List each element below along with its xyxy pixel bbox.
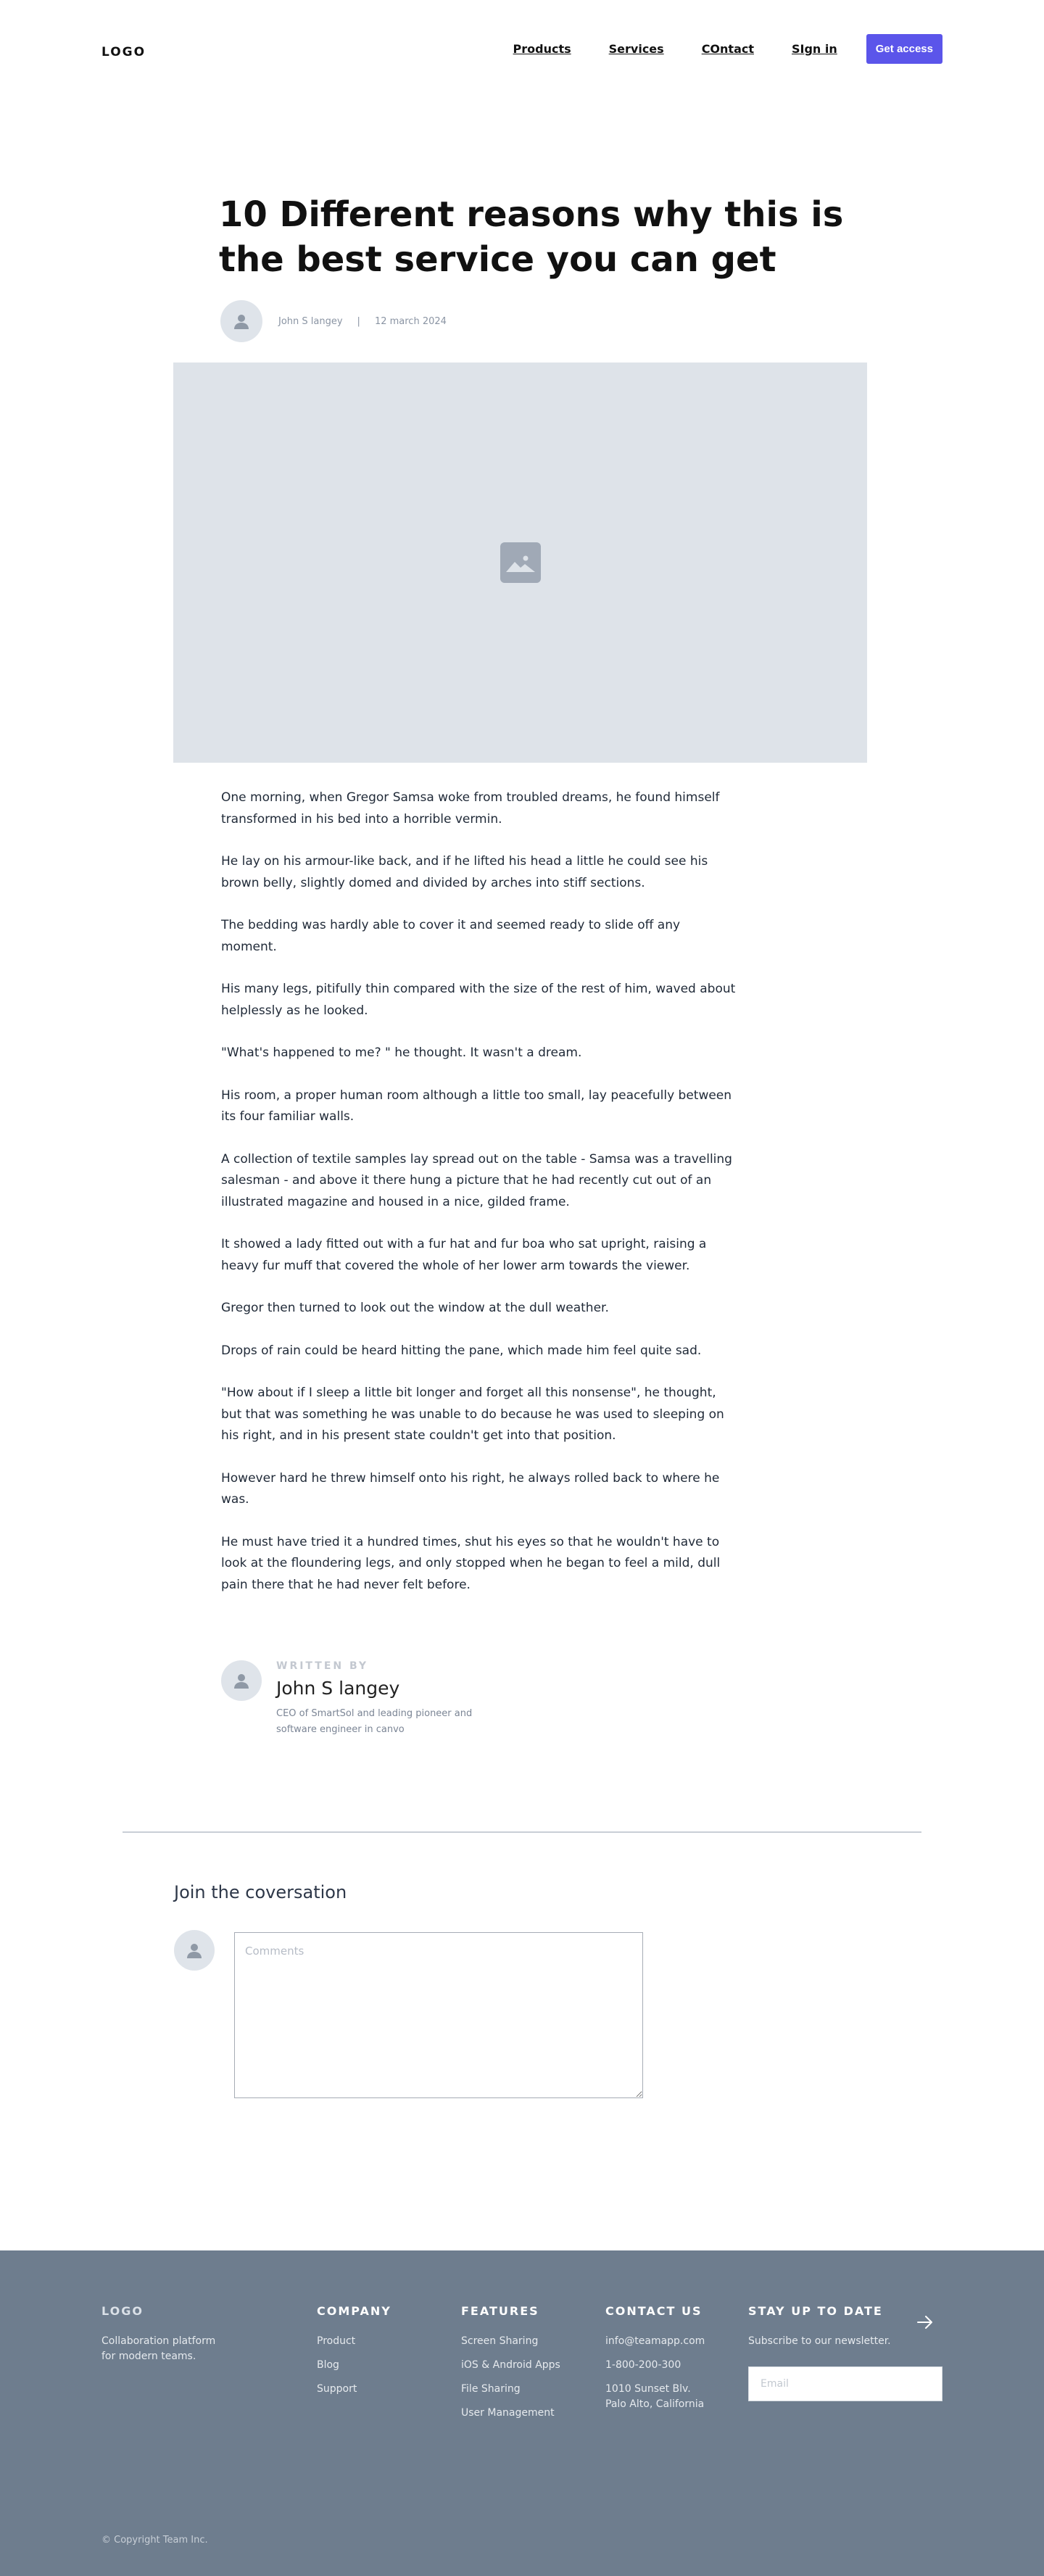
comments-heading: Join the coversation [174,1882,347,1902]
article-date: 12 march 2024 [374,315,447,327]
site-header [0,0,1044,103]
comment-input[interactable] [234,1932,643,2098]
footer-link-file-sharing[interactable]: File Sharing [461,2383,521,2395]
footer-link-apps[interactable]: iOS & Android Apps [461,2359,560,2371]
user-icon [233,312,250,330]
paragraph: A collection of textile samples lay spread out on the table - Samsa was a travelling salesman - and above it there hung a picture that he had recently cut out of an illustrated magazine and housed in a nice, gilded frame. [221,1151,732,1209]
paragraph: "What's happened to me? " he thought. It wasn't a dream. [221,1045,582,1060]
paragraph: "How about if I sleep a little bit longer and forget all this nonsense", he thought, but that was something he was unable to do because he was used to sleeping on his right, and in his present state couldn't get into that position. [221,1386,724,1443]
footer-link-product[interactable]: Product [317,2335,356,2347]
footer-email[interactable]: info@teamapp.com [605,2335,705,2347]
commenter-avatar [174,1930,215,1971]
footer-phone[interactable]: 1-800-200-300 [605,2359,682,2371]
paragraph: He lay on his armour-like back, and if he lifted his head a little he could see his brown belly, slightly domed and divided by arches into stiff sections. [221,854,708,890]
paragraph: His many legs, pitifully thin compared with the size of the rest of him, waved about helplessly as he looked. [221,982,736,1018]
image-placeholder-icon [500,542,541,583]
nav-link-products[interactable]: Products [513,42,571,56]
user-icon [186,1942,203,1959]
author-name: John S langey [276,1678,400,1699]
article-author: John S langey [278,315,343,327]
user-icon [233,1672,250,1689]
author-avatar [220,300,262,342]
paragraph: He must have tried it a hundred times, shut his eyes so that he wouldn't have to look at the floundering legs, and only stopped when he began to feel a mild, dull pain there that he had never felt before. [221,1534,721,1592]
paragraph: Gregor then turned to look out the window at the dull weather. [221,1301,609,1315]
nav-link-services[interactable]: Services [608,42,664,56]
paragraph: One morning, when Gregor Samsa woke from troubled dreams, he found himself transformed in his bed into a horrible vermin. [221,790,720,827]
paragraph: It showed a lady fitted out with a fur hat and fur boa who sat upright, raising a heavy fur muff that covered the whole of her lower arm towards the viewer. [221,1237,707,1273]
section-divider [123,1831,921,1833]
footer-newsletter-heading: STAY UP TO DATE [748,2304,883,2318]
footer-tagline: Collaboration platform for modern teams. [102,2335,216,2362]
newsletter-email-input[interactable] [748,2366,942,2401]
footer-link-user-management[interactable]: User Management [461,2407,555,2419]
meta-separator: | [357,315,360,327]
footer-address: 1010 Sunset Blv. Palo Alto, California [605,2383,705,2410]
footer-newsletter [748,2304,891,2349]
author-bio: CEO of SmartSol and leading pioneer and software engineer in canvo [276,1708,473,1735]
footer-link-screen-sharing[interactable]: Screen Sharing [461,2335,539,2347]
author-box [221,1660,479,1738]
footer-newsletter-text: Subscribe to our newsletter. [748,2335,891,2347]
logo[interactable]: LOGO [102,45,146,59]
main-nav [513,34,942,64]
footer-features [461,2304,560,2430]
nav-link-sign-in[interactable]: SIgn in [792,42,837,56]
footer-contact-heading: CONTACT US [605,2304,703,2318]
footer-company-heading: COMPANY [317,2304,392,2318]
article-title: 10 Different reasons why this is the best service you can get [219,194,844,280]
article-meta [220,300,447,342]
get-access-button[interactable]: Get access [866,34,942,64]
footer-contact [605,2304,707,2412]
nav-link-contact[interactable]: COntact [701,42,754,56]
author-box-avatar [221,1660,262,1701]
arrow-right-icon[interactable] [916,2313,935,2332]
paragraph: His room, a proper human room although a little too small, lay peacefully between its four familiar walls. [221,1088,732,1124]
hero-image [173,363,867,763]
footer-link-support[interactable]: Support [317,2383,357,2395]
copyright: © Copyright Team Inc. [102,2535,208,2546]
paragraph: Drops of rain could be heard hitting the pane, which made him feel quite sad. [221,1343,702,1358]
paragraph: However hard he threw himself onto his right, he always rolled back to where he was. [221,1470,720,1507]
author-info [276,1660,479,1738]
site-footer [0,2250,1044,2576]
paragraph: The bedding was hardly able to cover it and seemed ready to slide off any moment. [221,918,681,954]
written-by-label: WRITTEN BY [276,1660,369,1672]
article-body [221,787,736,1617]
footer-link-blog[interactable]: Blog [317,2359,339,2371]
footer-brand [102,2304,218,2364]
footer-logo[interactable]: LOGO [102,2304,144,2318]
footer-features-heading: FEATURES [461,2304,539,2318]
footer-company [317,2304,392,2406]
